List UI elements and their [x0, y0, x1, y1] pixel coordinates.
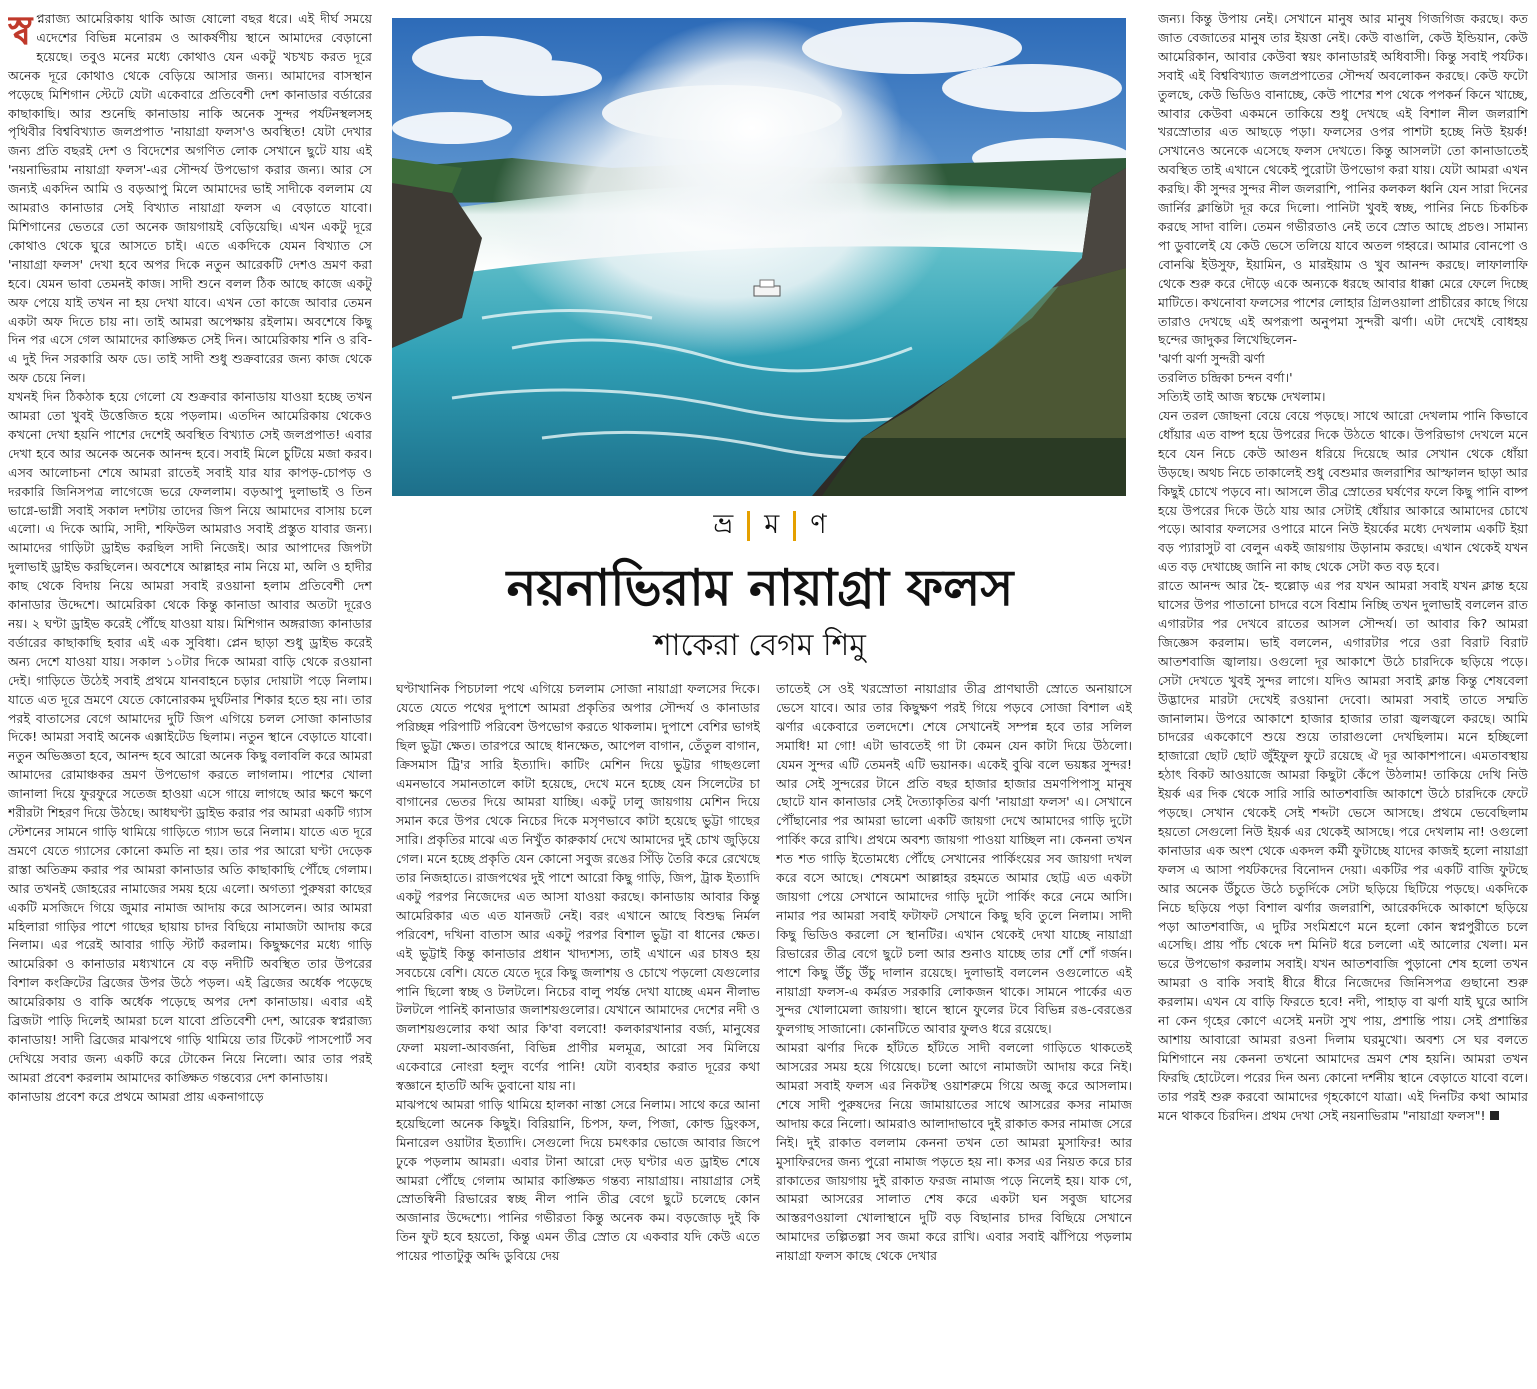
section-divider — [793, 511, 796, 541]
paragraph: মাঝপথে আমরা গাড়ি থামিয়ে হালকা নাস্তা সেরে নিলাম। সাথে করে আনা হয়েছিলো অনেক কিছুই। বিরিয়ানি, চিপস, ফল, পিজা, কোল্ড ড্রিংকস, মিনারেল ওয়াটার ইত্যাদি। সেগুলো দিয়ে চমৎকার ভোজে আবার জিপে ঢুকে পড়লাম আমরা। এবার টানা আরো দেড় ঘণ্টার এত ড্রাইভ শেষে আমরা পৌঁছে গেলাম আমার কাঙ্ক্ষিত গন্তব্য নায়াগ্রায়। নায়াগ্রার সেই স্রোতস্বিনী রিভারের স্বচ্ছ নীল পানি তীব্র বেগে ছুটে চলেছে কোন অজানার উদ্দেশ্যে। পানির গভীরতা কিন্তু অনেক কম। বড়জোড় দুই কি তিন ফুট হবে হয়তো, কিন্তু এমন তীব্র স্রোত যে একবার যদি কেউ এতে পায়ের পাতাটুকু অব্দি ডুবিয়ে দেয় — [396, 1096, 760, 1264]
paragraph: রাতে আনন্দ আর হৈ- হুল্লোড় এর পর যখন আমরা সবাই যখন ক্লান্ত হয়ে ঘাসের উপর পাতানো চাদরে বসে বিশ্রাম নিচ্ছি তখন দুলাভাই বললেন রাত এগারটার পর দেখবে রাতের আসল সৌন্দর্য। তা আবার কি? আমরা জিজ্ঞেস করলাম। ভাই বললেন, এগারটার পরে ওরা বিরাট বিরাট আতশবাজি জ্বালায়। ওগুলো দূর আকাশে উঠে চারদিকে ছড়িয়ে পড়ে। সেটা দেখতে খুবই সুন্দর লাগে। যদিও আমরা সবাই ক্লান্ত কিন্তু শেষবেলা উদ্ভাদের মারটা দেখেই রওয়ানা দেবো। আমরা সবাই তাতে সম্মতি জানালাম। উপরে আকাশে হাজার হাজার তারা জ্বলজ্বলে করছে। আমি চাদরের এককোণে শুয়ে শুয়ে তারাগুলো দেখছিলাম। মনে হচ্ছিলো হাজারো ছোট ছোট জুঁইফুল ফুটে রয়েছে ঐ দূর আকাশপানে। এমতাবস্থায় হঠাৎ বিকট আওয়াজে আমরা কিছুটা কেঁপে উঠলাম! তাকিয়ে দেখি নিউ ইয়র্ক এর দিক থেকে সারি সারি আতশবাজি আকাশে উঠে চারদিকে ফেটে পড়ছে। সেখান থেকেই সেই শব্দটা ভেসে আসছে। প্রথমে ভেবেছিলাম হয়তো সেগুলো নিউ ইয়র্ক এর থেকেই আসছে। পরে দেখলাম না! ওগুলো কানাডার এক অংশ থেকে একদল কর্মী ফুটাচ্ছে যাদের কাজই হলো নায়াগ্রা ফলস এ আসা পর্যটকদের বিনোদন দেয়া। একটির পর একটি বাজি ফুটছে আর অনেক উঁচুতে উঠে চতুর্দিকে সেটা ছড়িয়ে ছিটিয়ে পড়ছে। একদিকে নিচে ছড়িয়ে পড়া বিশাল ঝর্ণার জলরাশি, আরেকদিকে আকাশে ছড়িয়ে পড়া আতশবাজি, এ দুটির সংমিশ্রণে মনে হলো কোন স্বপ্নপুরীতে চলে এসেছি। প্রায় পাঁচ থেকে দশ মিনিট ধরে চললো এই আলোর খেলা। মন ভরে উপভোগ করলাম সবাই। যখন আতশবাজি পুড়ানো শেষ হলো তখন আমরা ও বাকি সবাই ধীরে ধীরে নিজেদের জিনিসপত্র গুছানো শুরু করলাম। এখন যে বাড়ি ফিরতে হবে! নদী, পাহাড় বা ঝর্ণা যাই ঘুরে আসি না কেন গৃহের কোণে এসেই মনটা সুখ পায়, প্রশান্তি পায়। সেই প্রশান্তির আশায় আবারো আমরা রওনা দিলাম ঘরমুখো। অবশ্য সে ঘর বলতে মিশিগানে নয় কেননা তখনো আমাদের ভ্রমণ শেষ হয়নি। আমরা তখন ফিরছি হোটেলে। পরের দিন অন্য কোনো দর্শনীয় স্থানে বেড়াতে যাবো বলে। তার পরই শুরু করবো আমাদের গৃহকোণে যাত্রা। এই দিনটির কথা আমার মনে থাকবে চিরদিন। প্রথম দেখা সেই নয়নাভিরাম "নায়াগ্রা ফলস"! — [1158, 578, 1528, 1123]
end-mark — [1490, 1111, 1499, 1120]
poem-line: 'ঝর্ণা ঝর্ণা সুন্দরী ঝর্ণা — [1158, 351, 1265, 367]
section-letter: ণ — [810, 508, 827, 540]
section-label — [660, 506, 880, 546]
paragraph: আমরা ঝর্ণার দিকে হাঁটতে হাঁটতে সাদী বললো গাড়িতে থাকতেই আসরের সময় হয়ে গিয়েছে। চলো আগে নামাজটা আদায় করে নিই। আমরা সবাই ফলস এর নিকটস্থ ওয়াশরুমে গিয়ে অজু করে আসলাম। শেষে সাদী পুরুষদের নিয়ে জামায়াতের সাথে আসরের কসর নামাজ আদায় করে নিলো। আমরাও আলাদাভাবে দুই রাকাত কসর নামাজ সেরে নিই। দুই রাকাত বললাম কেননা তখন তো আমরা মুসাফির! আর মুসাফিরদের জন্য পুরো নামাজ পড়তে হয় না। কসর এর নিয়ত করে চার রাকাতের জায়গায় দুই রাকাত ফরজ নামাজ পড়ে নিলেই হয়। যাক গে, আমরা আসরের সালাত শেষ করে একটা ঘন সবুজ ঘাসের আস্তরণওয়ালা খোলাস্থানে দুটি বড় বিছানার চাদর বিছিয়ে সেখানে আমাদের তল্পিতল্পা সব জমা করে রাখি। এবার সবাই ঝাঁপিয়ে পড়লাম নায়াগ্রা ফলস কাছে থেকে দেখার — [776, 1040, 1132, 1264]
poem-line: তরলিত চন্দ্রিকা চন্দন বর্ণা।' — [1158, 370, 1293, 386]
article-column-3 — [776, 680, 1132, 1382]
drop-cap: স্ব — [8, 10, 33, 54]
section-divider — [747, 511, 750, 541]
article-column-2 — [396, 680, 760, 1382]
paragraph: সত্যিই তাই আজ স্বচক্ষে দেখলাম। — [1158, 389, 1326, 405]
paragraph: কানাডায় প্রবেশ করে প্রথমে আমরা প্রায় একনাগাড়ে — [8, 1088, 264, 1104]
paragraph: তাতেই সে ওই খরস্রোতা নায়াগ্রার তীব্র প্রাণঘাতী স্রোতে অনায়াসে ভেসে যাবে। আর তার কিছুক্ষণ পরই গিয়ে পড়বে সোজা বিশাল এই ঝর্ণার একেবারে তলদেশে। শেষে সেখানেই সম্পন্ন হবে তার সলিল সমাধি! মা গো! এটা ভাবতেই গা টা কেমন যেন কাটা দিয়ে উঠলো। যেমন সুন্দর এটি তেমনই এটি ভয়ানক। একেই বুঝি বলে ভয়ঙ্কর সুন্দর! আর সেই সুন্দরের টানে প্রতি বছর হাজার হাজার ভ্রমণপিপাসু মানুষ ছোটে যান কানাডার সেই দৈত্যাকৃতির ঝর্ণা 'নায়াগ্রা ফলস' এ। সেখানে পৌঁছানোর পর আমরা ভালো একটি জায়গা দেখে আমাদের গাড়ি দুটো পার্কিং করে রাখি। প্রথমে অবশ্য জায়গা পাওয়া যাচ্ছিল না। কেননা তখন শত শত গাড়ি ইতোমধ্যে পৌঁছে সেখানের পার্কিংয়ের সব জায়গা দখল করে বসে আছে। শেষমেশ আল্লাহর রহমতে আমার ছোট্ট এত একটা জায়গা পেয়ে সেখানে আমাদের গাড়ি দুটো পার্কিং করে নেমে আসি। নামার পর আমরা সবাই ফটাফট সেখানে কিছু ছবি তুলে নিলাম। সাদী কিছু ভিডিও করলো সে স্থানটির। এখান থেকেই দেখা যাচ্ছে নায়াগ্রা রিভারের তীব্র বেগে ছুটে চলা আর শুনাও যাচ্ছে তার শোঁ শোঁ গর্জন। পাশে কিছু উঁচু উঁচু দালান রয়েছে। দুলাভাই বললেন ওগুলোতে এই নায়াগ্রা ফলস-এ কর্মরত সরকারি লোকজন থাকে। সামনে পার্কের এত সুন্দর খোলামেলা জায়গা। স্থানে স্থানে ফুলের টবে বিভিন্ন রঙ-বেরঙের ফুলগাছ সাজানো। কোনটিতে আবার ফুলও ধরে রয়েছে। — [776, 681, 1132, 1037]
niagara-falls-photo — [392, 18, 1126, 496]
author-byline: শাকেরা বেগম শিমু — [654, 628, 866, 663]
section-letter: ভ্র — [713, 508, 734, 540]
paragraph: যেন তরল জোছনা বেয়ে বেয়ে পড়ছে। সাথে আরো দেখলাম পানি কিভাবে ধোঁয়ার এত বাষ্প হয়ে উপরের দিকে উঠতে থাকে। উপরিভাগ দেখলে মনে হবে যেন নিচে কেউ আগুন ধরিয়ে দিয়েছে আর সেখান থেকে ধোঁয়া উড়ছে। অথচ নিচে তাকালেই শুধু বেশুমার জলরাশির আস্ফালন ছাড়া আর কিছুই চোখে পড়বে না। আসলে তীব্র স্রোতের ঘর্ষণের ফলে কিছু পানি বাষ্প হয়ে উপরের দিকে উঠে যায় আর সেটাই ধোঁয়ার আকারে আমাদের চোখে পড়ে। আবার ফলসের ওপারে মানে নিউ ইয়র্কের মধ্যে দেখলাম একটি ইয়া বড় প্যারাসুট বা বেলুন একই জায়গায় উড়ানাম করছে। এখান থেকেই যখন এত বড় দেখাচ্ছে জানি না কাছ থেকে সেটা কত বড় হবে। — [1158, 408, 1528, 575]
article-column-4 — [1158, 10, 1528, 1382]
paragraph: ঘণ্টাখানিক পিচঢালা পথে এগিয়ে চললাম সোজা নায়াগ্রা ফলসের দিকে। যেতে যেতে পথের দুপাশে আমরা প্রকৃতির অপার সৌন্দর্য ও কানাডার পরিচ্ছন্ন পরিপাটি পরিবেশ উপভোগ করতে থাকলাম। দুপাশে বেশির ভাগই ছিল ভুট্টা ক্ষেত। তারপরে আছে ধানক্ষেত, আপেল বাগান, তেঁতুল বাগান, ক্রিসমাস ট্রি'র সারি ইত্যাদি। কাটিং মেশিন দিয়ে ভুট্টার গাছগুলো এমনভাবে সমানতালে কাটা হয়েছে, দেখে মনে হচ্ছে যেন সিলেটের চা বাগানের ভেতর দিয়ে আমরা যাচ্ছি। একটু ঢালু জায়গায় মেশিন দিয়ে সমান করে উপর থেকে নিচের দিকে মসৃণভাবে কাটা হয়েছে ভুট্টা গাছের সারি। প্রকৃতির মাঝে এত নিখুঁত কারুকার্য দেখে আমাদের দুই চোখ জুড়িয়ে গেল। মনে হচ্ছে প্রকৃতি যেন কোনো সবুজ রঙের সিঁড়ি তৈরি করে রেখেছে তার নিজহাতে। রাজপথের দুই পাশে আরো কিছু গাড়ি, জিপ, ট্রাক ইত্যাদি একটু পরপর নিজেদের এত আসা যাওয়া করছে। কানাডায় আবার কিন্তু আমেরিকার এত এত যানজট নেই। বরং এখানে আছে বিশুদ্ধ নির্মল পরিবেশ, দখিনা বাতাস আর একটু পরপর বিশাল ভুট্টা বা ধানের ক্ষেত। এই ভুট্টাই কিন্তু কানাডার প্রধান খাদ্যশস্য, তাই এখানে এর চাষও হয় সবচেয়ে বেশি। যেতে যেতে দূরে কিছু জলাশয় ও চোখে পড়লো যেগুলোর পানি ছিলো স্বচ্ছ ও টলটলে। নিচের বালু পর্যন্ত দেখা যাচ্ছে এমন নীলাভ টলটলে পানিই কানাডার জলাশয়গুলোর। যেখানে আমাদের দেশের নদী ও জলাশয়গুলোর কথা আর কি'বা বলবো! কলকারখানার বর্জ্য, মানুষের ফেলা ময়লা-আবর্জনা, বিভিন্ন প্রাণীর মলমূত্র, আরো সব মিলিয়ে একেবারে নোংরা হলুদ বর্ণের পানি! যেটা ব্যবহার করাত দূরের কথা স্বজ্ঞানে হাতটি অব্দি ডুবানো যায় না। — [396, 681, 760, 1094]
article-column-1 — [8, 10, 372, 1382]
section-letter: ম — [764, 508, 780, 540]
paragraph: যখনই দিন ঠিকঠাক হয়ে গেলো যে শুক্রবার কানাডায় যাওয়া হচ্ছে তখন আমরা তো খুবই উত্তেজিত হয়ে পড়লাম। এতদিন আমেরিকায় থেকেও কখনো দেখা হয়নি পাশের দেশেই অবস্থিত বিখ্যাত সেই জলপ্রপাত! এবার দেখা হবে আর অনেক অনেক আনন্দ হবে। সবাই মিলে চুটিয়ে মজা করব। এসব আলোচনা শেষে আমরা রাতেই সবাই যার যার কাপড়-চোপড় ও দরকারি জিনিসপত্র লাগেজে ভরে ফেললাম। বড়আপু দুলাভাই ও তিন ভাগ্নে-ভাগ্নী সবাই সকাল দশটায় তাদের জিপ নিয়ে আমাদের বাসায় চলে এলো। এ দিকে আমি, সাদী, শফিউল আমরাও সবাই প্রস্তুত যাবার জন্য। আমাদের গাড়িটা ড্রাইভ করছিল সাদী নিজেই। আর আপাদের জিপটা দুলাভাই ড্রাইভ করছিলেন। অবশেষে আল্লাহর নাম নিয়ে মা, অলি ও হাদীর কাছ থেকে বিদায় নিয়ে আমরা সবাই রওয়ানা হলাম প্রতিবেশী দেশ কানাডার উদ্দেশে। আমেরিকা থেকে কিন্তু কানাডা আবার অতটা দূরেও নয়। ২ ঘণ্টা ড্রাইভ করেই পৌঁছে যাওয়া যায়। মিশিগান অঙ্গরাজ্য কানাডার বর্ডারের কাছাকাছি হবার এই এক সুবিধা। প্লেন ছাড়া শুধু ড্রাইভ করেই অন্য দেশে যাওয়া যায়। সকাল ১০টার দিকে আমরা বাড়ি থেকে রওয়ানা দেই। গাড়িতে উঠেই সবাই প্রথমে যানবাহনে চড়ার দোয়াটা পড়ে নিলাম। যাতে এত দূরে ভ্রমণে যেতে কোনোরকম দুর্ঘটনার শিকার হতে হয় না। তার পরই বাতাসের বেগে আমাদের দুটি জিপ এগিয়ে চলল সোজা কানাডার দিকে! আমরা সবাই অনেক এক্সাইটেড ছিলাম। নতুন স্থানে বেড়াতে যাবো। নতুন অভিজ্ঞতা হবে, আনন্দ হবে আরো অনেক কিছু বলাবলি করে আমরা আমাদের রোমাঞ্চকর ভ্রমণ উপভোগ করতে লাগলাম। পাশের খোলা জানালা দিয়ে ফুরফুরে সতেজ হাওয়া এসে গায়ে লাগছে আর ক্ষণে ক্ষণে শরীরটা শিহরণ দিয়ে উঠছে। আধঘণ্টা ড্রাইভ করার পর আমরা একটি গ্যাস স্টেশনের সামনে গাড়ি থামিয়ে গাড়িতে গ্যাস ভরে নিলাম। যাতে এত দূরে ভ্রমণে যেতে গ্যাসের কোনো কমতি না হয়। তার পর আরো ঘণ্টা দেড়েক রাস্তা অতিক্রম করার পর আমরা কানাডার অতি কাছাকাছি পৌঁছে গেলাম। আর তখনই জোহরের নামাজের সময় হয়ে এলো। অগত্যা পুরুষরা কাছের একটি মসজিদে গিয়ে জুমার নামাজ আদায় করে আসলেন। আর আমরা মহিলারা গাড়ির পাশে গাছের ছায়ায় চাদর বিছিয়ে নামাজটা আদায় করে নিলাম। এর পরেই আবার গাড়ি স্টার্ট করলাম। কিছুক্ষণের মধ্যে গাড়ি আমেরিকা ও কানাডার মধ্যখানে যে বড় নদীটি অবস্থিত তার উপরের বিশাল কংক্রিটের ব্রিজের উপর উঠে পড়ল। এই ব্রিজের অর্ধেক পড়েছে আমেরিকায় ও বাকি অর্ধেক পড়েছে অপর দেশ কানাডায়। এবার এই ব্রিজটা পাড়ি দিলেই আমরা চলে যাবো প্রতিবেশী দেশ, আরেক স্বপ্নরাজ্য কানাডায়! সাদী ব্রিজের মাঝপথে গাড়ি থামিয়ে তার টিকেট পাসপোর্ট সব দেখিয়ে সবার জন্য একটি করে টোকেন নিয়ে নিলো। আর তার পরই আমরা প্রবেশ করলাম আমাদের কাঙ্ক্ষিত গন্তব্যের দেশ কানাডায়। — [8, 389, 372, 1085]
article-title: নয়নাভিরাম নায়াগ্রা ফলস — [506, 558, 1014, 617]
falls-illustration — [392, 18, 1126, 496]
paragraph: জন্য। কিন্তু উপায় নেই। সেখানে মানুষ আর মানুষ গিজগিজ করছে। কত জাত বেজাতের মানুষ তার ইয়ত্তা নেই। কেউ বাঙালি, কেউ ইন্ডিয়ান, কেউ আমেরিকান, আবার কেউবা স্বয়ং কানাডারই অধিবাসী। কিন্তু সবাই পর্যটক। সবাই এই বিশ্ববিখ্যাত জলপ্রপাতের সৌন্দর্য অবলোকন করছে। কেউ ফটো তুলছে, কেউ ভিডিও বানাচ্ছে, কেউ পাশের শপ থেকে পপকর্ন কিনে খাচ্ছে, আবার কেউবা একমনে তাকিয়ে শুধু দেখছে এই বিশাল নীল জলরাশি খরস্রোতার এত আছড়ে পড়া। ফলসের ওপর পাশটা হচ্ছে নিউ ইয়র্ক! সেখানেও অনেকে এসেছে ফলস দেখতে। কিন্তু আসলটা তো কানাডাতেই অবস্থিত তাই এখানে থেকেই পুরোটা উপভোগ করা যায়। যেটা আমরা এখন করছি। কী সুন্দর সুন্দর নীল জলরাশি, পানির কলকল ধ্বনি যেন সারা দিনের জার্নির ক্লান্তিটা দূর করে দিলো। পানিটা খুবই স্বচ্ছ, পানির নিচে চিকচিক করছে সাদা বালি। তেমন গভীরতাও নেই তবে স্রোত আছে প্রচণ্ড। সামান্য পা ডুবালেই যে কেউ ভেসে তলিয়ে যাবে অতল গহ্বরে। আমার বোনপো ও বোনঝি ইউসুফ, ইয়ামিন, ও মারইয়াম ও খুব আনন্দ করছে। লাফালাফি থেকে শুরু করে দৌড়ে একে অন্যকে ধরছে আবার ধাক্কা মেরে ফেলে দিচ্ছে মাটিতে। কখনোবা ফলসের পাশের লোহার গ্রিলওয়ালা প্রাচীরের কাছে গিয়ে তারাও দেখছে এই অপরূপা অনুপমা সুন্দরী ঝর্ণা। এটা দেখেই বোধহয় ছন্দের জাদুকর লিখেছিলেন- — [1158, 11, 1528, 348]
paragraph: স্ব প্নরাজ্য আমেরিকায় থাকি আজ ষোলো বছর ধরে। এই দীর্ঘ সময়ে এদেশের বিভিন্ন মনোরম ও আকর্ষণীয় স্থানে আমাদের বেড়ানো হয়েছে। তবুও মনের মধ্যে কোথাও যেন একটু খচখচ করত দূরে অনেক দূরে কোথাও থেকে বেড়িয়ে আসার জন্য। আমাদের বাসস্থান পড়েছে মিশিগান স্টেটে যেটা একেবারে প্রতিবেশী দেশ কানাডার বর্ডারের কাছাকাছি। আর শুনেছি কানাডায় নাকি অনেক সুন্দর পর্যটনস্থলসহ পৃথিবীর বিশ্ববিখ্যাত জলপ্রপাত 'নায়াগ্রা ফলস'ও অবস্থিত! যেটা দেখার জন্য প্রতি বছরই দেশ ও বিদেশের অগণিত লোক সেখানে ছুটে যায় এই 'নয়নাভিরাম নায়াগ্রা ফলস'-এর সৌন্দর্য উপভোগ করার জন্য। আর সে জন্যই একদিন আমি ও বড়আপু মিলে আমাদের ভাই সাদীকে বললাম যে আমরাও কানাডার সেই বিখ্যাত নায়াগ্রা ফলস এ বেড়াতে যাবো। মিশিগানের ভেতরে তো অনেক জায়গায়ই বেড়িয়েছি। এখন একটু দূরে কোথাও থেকে ঘুরে আসতে চাই। এতে একদিকে যেমন বিখ্যাত সে 'নায়াগ্রা ফলস' দেখা হবে অপর দিকে নতুন আরেকটি দেশও ভ্রমণ করা হবে। যেমন ভাবা তেমনই কাজ। সাদী শুনে বলল ঠিক আছে কাজে একটু অফ পেয়ে যাই তখন না হয় দেখা যাবে। এখন তো কাজে আবার তেমন একটা অফ দিতে চায় না। তাই আমরা অপেক্ষায় রইলাম। অবশেষে কিছু দিন পর এসে গেল আমাদের কাঙ্ক্ষিত সেই দিন। আমেরিকায় শনি ও রবি- এ দুই দিন সরকারি অফ ডে। তাই সাদী শুধু শুক্রবারের জন্য কাজ থেকে অফ চেয়ে নিল। — [8, 10, 372, 386]
